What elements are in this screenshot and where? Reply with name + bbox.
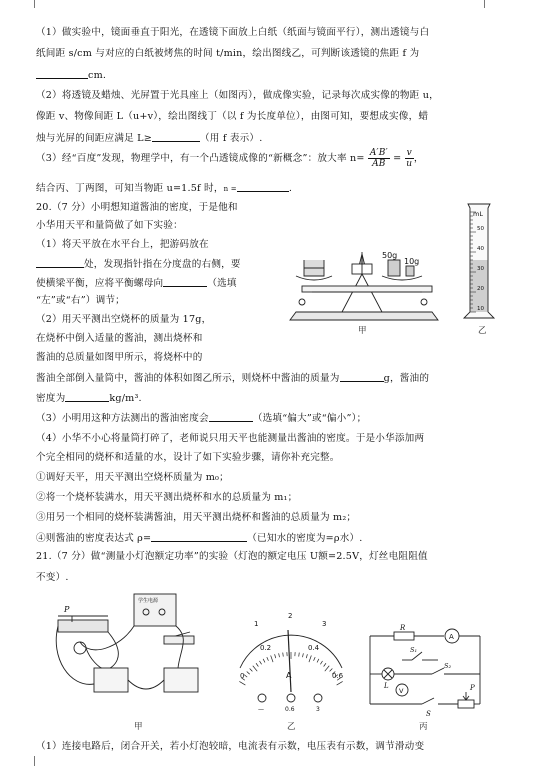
- dial-tick: [256, 663, 258, 666]
- q20-heading-2: 小华用天平和量筒做了如下实验：: [36, 220, 183, 231]
- dial-tick: [299, 653, 300, 657]
- cylinder-tick-label: 50: [477, 226, 484, 232]
- balance-figure: [282, 250, 444, 332]
- q21-heading-1: 21.（7 分）做“测量小灯泡额定功率”的实验（灯泡的额定电压 U额=2.5V，灯丝电阻阻值: [36, 551, 428, 562]
- dial-tick: [279, 653, 280, 657]
- dial-tick: [253, 666, 257, 671]
- q20-s2-line5: 密度为 kg/m³.: [36, 393, 142, 404]
- resistor-icon: [394, 632, 414, 640]
- dial-label: 0.2: [260, 644, 272, 652]
- label-A: A: [449, 633, 454, 641]
- measuring-cylinder: [462, 200, 498, 324]
- apparatus-figure: [50, 588, 218, 710]
- dial-tick: [306, 654, 307, 658]
- label-R: R: [400, 624, 406, 632]
- weight-50g-icon: [388, 260, 400, 276]
- label-S: S: [426, 710, 431, 718]
- dial-unit: A: [286, 671, 292, 680]
- label-L: L: [384, 682, 389, 690]
- q19-p3-line2: 结合丙、丁两图，可知当物距 u=1.5f 时，n = .: [36, 183, 293, 194]
- cylinder-tick-label: 40: [477, 246, 484, 252]
- q19-p2-line3: 烛与光屏的间距应满足 L≥ （用 f 表示）.: [36, 133, 263, 144]
- q20-s4-line1: （4）小华不小心将量筒打碎了，老师说只用天平也能测量出酱油的密度。于是小华添加两: [36, 433, 425, 444]
- dial-tick: [239, 681, 245, 685]
- balance-caption: 甲: [358, 326, 367, 336]
- q20-step4: ④则酱油的密度表达式 ρ= （已知水的密度为=ρ水）.: [36, 533, 363, 544]
- answer-blank[interactable]: [36, 68, 88, 79]
- magnification-fraction-2: $\frac{v}{u}$: [406, 148, 413, 169]
- dial-label: 0: [240, 672, 245, 680]
- switch-s-icon: [422, 698, 434, 704]
- q19-p1-line3: cm.: [36, 68, 106, 82]
- terminal-label: —: [258, 706, 264, 712]
- answer-blank[interactable]: [151, 531, 247, 542]
- q20-s2-line1: （2）用天平测出空烧杯的质量为 17g，: [36, 314, 212, 325]
- cylinder-unit: mL: [473, 210, 483, 218]
- q19-p2-line1: （2）将透镜及蜡烛、光屏置于光具座上（如图丙），做成像实验，记录每次成实像的物距 u，: [36, 90, 439, 101]
- dial-label: 2: [288, 612, 293, 620]
- q20-s3: （3）小明用这种方法测出的酱油密度会 （选填“偏大”或“偏小”）；: [36, 413, 367, 424]
- answer-blank[interactable]: [163, 276, 207, 287]
- dial-label: 1: [254, 620, 259, 628]
- answer-blank[interactable]: [237, 181, 289, 192]
- dial-tick: [325, 666, 329, 671]
- corner-mark-top-left: [24, 0, 35, 8]
- q21-last-line: （1）连接电路后，闭合开关，若小灯泡较暗，电流表有示数，电压表有示数，调节滑动变: [36, 741, 425, 752]
- corner-mark-top-right: [484, 0, 495, 8]
- weight-10g-icon: [406, 266, 414, 276]
- psu-label: 学生电源: [138, 598, 159, 604]
- dial-tick: [244, 675, 247, 677]
- weight-50g-label: 50g: [382, 251, 398, 260]
- label-P: P: [470, 684, 475, 692]
- answer-blank[interactable]: [340, 371, 384, 382]
- leveling-screw-icon: [421, 299, 427, 305]
- q20-s1-line4: “左”或“右”）调节；: [36, 295, 125, 306]
- circuit-diagram: [362, 624, 492, 720]
- dial-tick: [303, 653, 304, 657]
- dial-tick: [330, 669, 333, 672]
- terminal-label: 0.6: [285, 706, 295, 712]
- dial-tick: [283, 653, 284, 657]
- terminal-label: 3: [316, 706, 320, 712]
- dial-tick: [263, 659, 265, 663]
- label-V: V: [399, 687, 404, 695]
- dial-tick: [317, 659, 319, 663]
- ammeter-needle: [288, 630, 291, 692]
- dial-tick: [267, 657, 269, 661]
- q19-p1-line2: 纸间距 s/cm 与对应的白纸被烤焦的时间 t/min，绘出图线乙，可判断该透镜的焦距 f 为: [36, 48, 420, 59]
- cylinder-tick-label: 10: [477, 306, 484, 312]
- dial-tick: [309, 656, 311, 663]
- slider-label: P: [64, 605, 70, 614]
- magnification-fraction-1: $\frac{A'B'}{AB}$: [369, 148, 388, 169]
- q20-s1-line2: 处，发现指针指在分度盘的右侧，要: [36, 257, 241, 271]
- dial-label: 0.4: [308, 644, 320, 652]
- dial-tick: [259, 661, 261, 664]
- q19-p1-line1: （1）做实验中，镜面垂直于阳光，在透镜下面放上白纸（纸面与镜面平行），测出透镜与白: [36, 27, 430, 38]
- answer-blank[interactable]: [209, 411, 253, 422]
- answer-blank[interactable]: [65, 391, 109, 402]
- rheostat-icon: [58, 620, 108, 632]
- q20-s2-line3: 酱油的总质量如图甲所示，将烧杯中的: [36, 352, 203, 363]
- q20-s1-line3: 使横梁平衡，应将平衡螺母向 （选填: [36, 278, 237, 289]
- q20-step1: ①调好天平，用天平测出空烧杯质量为 m₀；: [36, 472, 229, 483]
- answer-blank[interactable]: [36, 257, 84, 268]
- q20-s1-line1: （1）将天平放在水平台上，把游码放在: [36, 239, 209, 250]
- dial-tick: [320, 661, 322, 664]
- q20-s4-line2: 个完全相同的烧杯和适量的水，设计了如下实验步骤，请你补充完整。: [36, 452, 340, 463]
- voltmeter-icon: [164, 668, 198, 692]
- dial-tick: [247, 671, 250, 674]
- q20-step2: ②将一个烧杯装满水，用天平测出烧杯和水的总质量为 m₁；: [36, 492, 298, 503]
- ammeter-caption: 乙: [287, 722, 296, 732]
- cylinder-tick-label: 30: [477, 266, 484, 272]
- dial-tick: [337, 681, 343, 685]
- q20-step3: ③用另一个相同的烧杯装满酱油，用天平测出烧杯和酱油的总质量为 m₂；: [36, 512, 357, 523]
- q20-heading-1: 20.（7 分）小明想知道酱油的密度，于是他和: [36, 202, 238, 213]
- dial-tick: [314, 657, 316, 661]
- cylinder-caption: 乙: [478, 326, 487, 336]
- ammeter-icon: [94, 668, 128, 692]
- bulb-icon: [74, 642, 86, 654]
- q19-p2-line2: 像距 v、物像间距 L（u+v），绘出图线丁（以 f 为长度单位），由图可知，要想成实像，蜡: [36, 111, 429, 122]
- leveling-screw-icon: [299, 299, 305, 305]
- label-S1: S₁: [410, 646, 418, 654]
- dial-tick: [271, 656, 273, 663]
- apparatus-caption: 甲: [134, 722, 143, 732]
- corner-mark-bottom-left: [24, 756, 35, 766]
- cylinder-tick-label: 20: [477, 286, 484, 292]
- dial-label: 0.6: [332, 672, 344, 680]
- dial-tick: [250, 669, 253, 672]
- label-S2: S₂: [444, 662, 452, 670]
- q20-s2-line4: 酱油全部倒入量筒中，酱油的体积如图乙所示，则烧杯中酱油的质量为 g，酱油的: [36, 373, 430, 384]
- answer-blank[interactable]: [152, 131, 200, 142]
- dial-tick: [275, 654, 276, 658]
- weight-10g-label: 10g: [404, 257, 420, 266]
- dial-label: 3: [322, 620, 327, 628]
- switch-s2-icon: [432, 668, 444, 674]
- dial-tick: [324, 663, 326, 666]
- q19-p3-line1: （3）经“百度”发现，物理学中，有一个凸透镜成像的“新概念”：放大率 n= $\frac{A'B'}{AB}$ = $\frac{v}{u}$ ，: [36, 148, 424, 169]
- q20-s2-line2: 在烧杯中倒入适量的酱油，测出烧杯和: [36, 333, 203, 344]
- circuit-caption: 丙: [419, 722, 428, 732]
- balance-base: [290, 312, 438, 320]
- ammeter-dial: [226, 612, 356, 712]
- q21-heading-2: 不变）.: [36, 572, 69, 583]
- rheostat-symbol: [458, 700, 474, 708]
